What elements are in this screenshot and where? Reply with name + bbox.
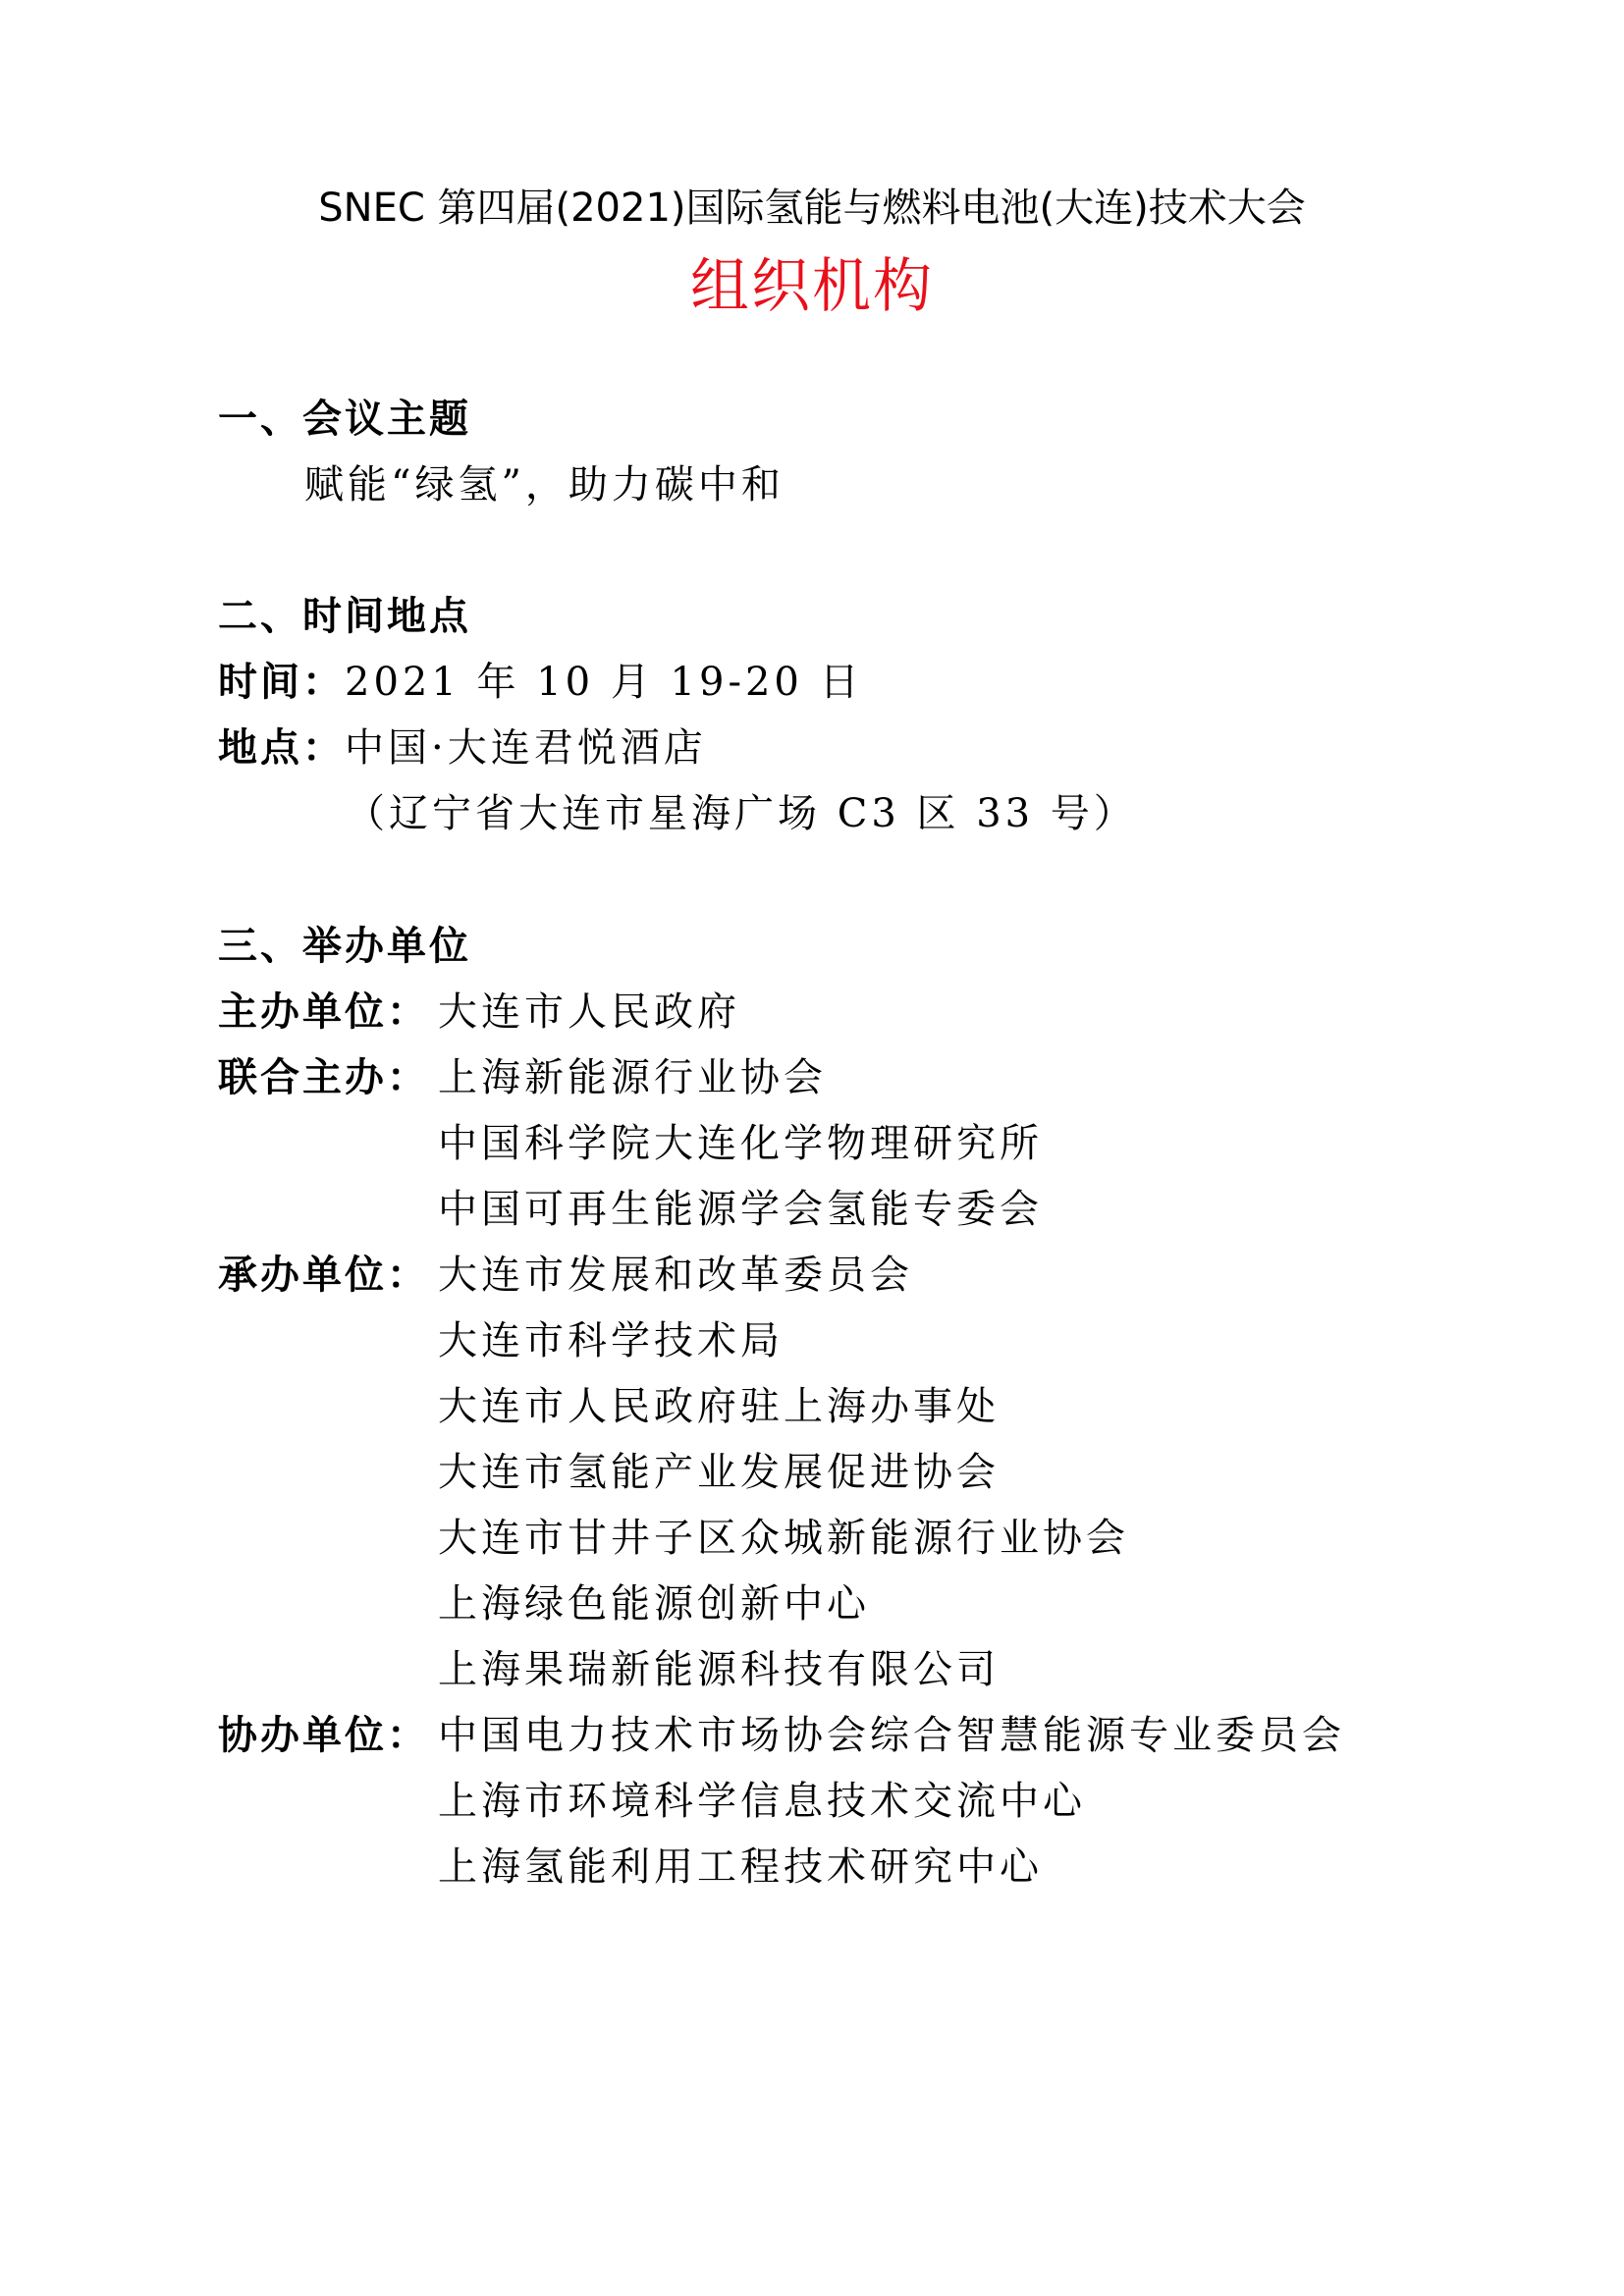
supporter-item: 上海市环境科学信息技术交流中心 — [438, 1779, 1086, 1824]
time-row — [218, 653, 863, 712]
supporter-item: 中国电力技术市场协会综合智慧能源专业委员会 — [438, 1713, 1345, 1758]
host-label: 主办单位： — [218, 989, 429, 1035]
organizer-item: 大连市发展和改革委员会 — [438, 1253, 913, 1298]
supporter-item: 上海氢能利用工程技术研究中心 — [438, 1844, 1043, 1890]
support-label: 协办单位： — [218, 1713, 429, 1758]
organizer-item: 上海果瑞新能源科技有限公司 — [438, 1647, 1000, 1692]
organizer-item: 大连市甘井子区众城新能源行业协会 — [438, 1516, 1129, 1561]
co-host-item: 中国科学院大连化学物理研究所 — [438, 1121, 1043, 1166]
organizer-label: 承办单位： — [218, 1253, 429, 1298]
organizer-item: 大连市人民政府驻上海办事处 — [438, 1384, 1000, 1429]
host-item: 大连市人民政府 — [438, 989, 740, 1035]
conference-title: SNEC 第四届(2021)国际氢能与燃料电池(大连)技术大会 — [318, 186, 1306, 231]
organizers-heading: 三、举办单位 — [218, 924, 471, 969]
co-host-item: 中国可再生能源学会氢能专委会 — [438, 1187, 1043, 1232]
address-text: （辽宁省大连市星海广场 C3 区 33 号） — [346, 791, 1137, 836]
place-label: 地点： — [218, 725, 345, 771]
time-value: 2021 年 10 月 19-20 日 — [345, 660, 863, 705]
organizer-item: 大连市科学技术局 — [438, 1318, 784, 1363]
place-value: 中国·大连君悦酒店 — [345, 725, 707, 771]
co-host-label: 联合主办： — [218, 1055, 429, 1100]
theme-heading: 一、会议主题 — [218, 397, 471, 442]
organizer-item: 上海绿色能源创新中心 — [438, 1581, 870, 1627]
time-label: 时间： — [218, 660, 345, 705]
organizer-item: 大连市氢能产业发展促进协会 — [438, 1450, 1000, 1495]
co-host-item: 上海新能源行业协会 — [438, 1055, 827, 1100]
place-row — [218, 719, 707, 777]
time-place-heading: 二、时间地点 — [218, 594, 471, 639]
section-title: 组织机构 — [690, 252, 934, 321]
theme-text: 赋能“绿氢”，助力碳中和 — [304, 462, 785, 507]
